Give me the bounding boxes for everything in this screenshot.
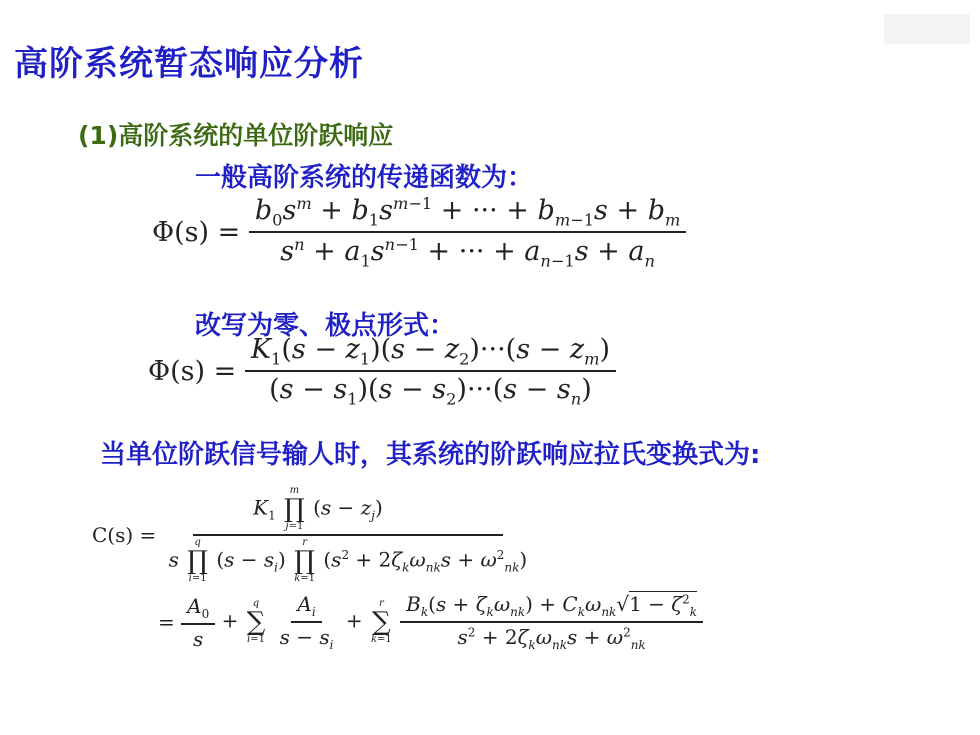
step-response-caption: 当单位阶跃信号输人时，其系统的阶跃响应拉氏变换式为: bbox=[100, 440, 761, 470]
transfer-function-caption: 一般高阶系统的传递函数为： bbox=[195, 163, 534, 193]
eq3-fraction: $K_1$ m ∏ j=1 $(s - z_j)$ s q ∏ i=1 $(s - s_i)$ r ∏ k=1 $(s^2 + 2\zeta_k\omega_{nk}s + \omega^2_{nk})$ bbox=[168, 485, 528, 584]
zero-pole-equation bbox=[148, 334, 616, 409]
eq2-lhs: Φ(s) = bbox=[148, 355, 237, 387]
corner-placeholder bbox=[884, 14, 970, 44]
step-response-equation bbox=[92, 486, 533, 584]
transfer-function-equation bbox=[152, 194, 686, 271]
eq3-lhs: C(s) = bbox=[92, 523, 157, 547]
page-title: 高阶系统暂态响应分析 bbox=[14, 44, 364, 84]
section-subtitle: (1)高阶系统的单位阶跃响应 bbox=[78, 121, 394, 150]
eq1-fraction: $\frac{b_0s^m + b_1s^{m-1} + \cdot\cdot\cdot + b_{m-1}s + b_m}{s^n + a_1s^{n-1} + \cdot\cdot\cdot + a_{n-1}s + a_n}$ bbox=[249, 194, 687, 271]
zero-pole-caption: 改写为零、极点形式： bbox=[195, 311, 456, 341]
eq2-fraction: $\frac{K_1(s - z_1)(s - z_2)\cdot\cdot\cdot(s - z_m)}{(s - s_1)(s - s_2)\cdot\cdot\cdot(s - s_n)}$ bbox=[245, 334, 616, 409]
partial-fraction-equation: = $\frac{A_0}{s}$ + q ∑ i=1 $\frac{A_i}{s - s_i}$ + r ∑ k=1 $\frac{B_k(s + \zeta_k\omega_{nk}) + C_k\omega_{nk}√1 - \zeta^2_k}{s^2 + 2\zeta_k\omega_{nk}s + \omega^2_{nk}}$ bbox=[158, 592, 703, 652]
eq1-lhs: Φ(s) = bbox=[152, 216, 241, 248]
